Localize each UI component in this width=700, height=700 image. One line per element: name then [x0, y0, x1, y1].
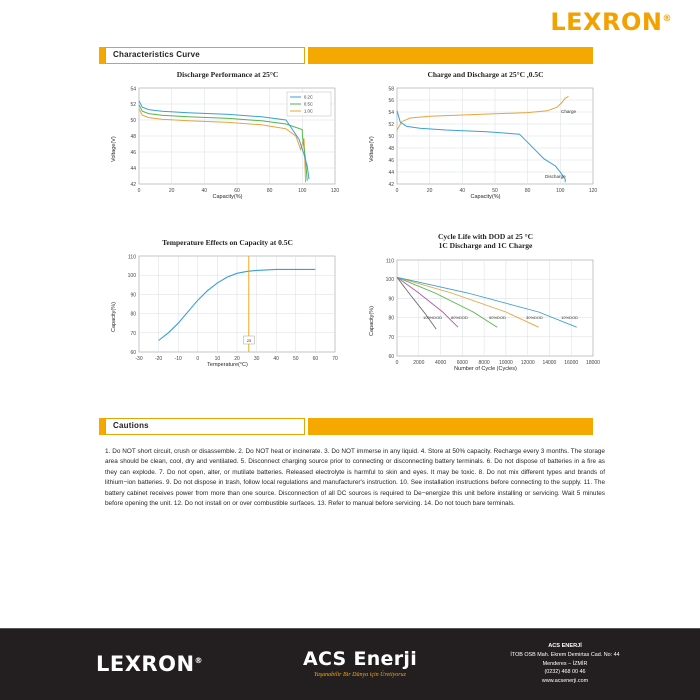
- svg-text:40: 40: [273, 356, 279, 363]
- svg-text:44: 44: [388, 170, 394, 177]
- footer-registered-trademark-icon: ®: [194, 656, 204, 665]
- svg-text:58: 58: [388, 86, 394, 93]
- svg-text:54: 54: [388, 110, 394, 117]
- svg-text:0: 0: [395, 188, 399, 195]
- chart-1-plot: [105, 82, 350, 207]
- svg-text:54: 54: [130, 86, 136, 93]
- footer-partner-name: ACS Enerji: [302, 648, 418, 670]
- svg-text:48: 48: [388, 146, 394, 153]
- characteristics-section-title: Characteristics Curve: [113, 50, 200, 59]
- svg-text:42: 42: [388, 182, 394, 189]
- svg-text:52: 52: [388, 122, 394, 129]
- svg-text:40: 40: [201, 188, 208, 195]
- svg-text:50: 50: [388, 134, 394, 141]
- chart-3-plot: [105, 250, 350, 375]
- svg-text:-20: -20: [154, 356, 163, 363]
- chart-4-label-10dod: 10%DOD: [561, 314, 578, 320]
- svg-text:90: 90: [130, 292, 136, 299]
- chart-2-label-charge: Charge: [561, 109, 577, 115]
- svg-text:70: 70: [332, 356, 338, 363]
- svg-text:80: 80: [130, 311, 136, 318]
- chart-2-plot: [363, 82, 608, 207]
- characteristics-bar-right-tab: [308, 47, 593, 64]
- svg-text:0: 0: [395, 359, 399, 366]
- chart-1-title: Discharge Performance at 25°C: [176, 70, 279, 79]
- svg-text:30: 30: [253, 356, 260, 363]
- chart-2-title: Charge and Discharge at 25°C ,0.5C: [427, 70, 544, 79]
- svg-text:0.5C: 0.5C: [304, 101, 313, 107]
- svg-text:70: 70: [130, 331, 136, 338]
- svg-text:48: 48: [130, 134, 136, 141]
- cautions-section-title: Cautions: [113, 421, 149, 430]
- svg-text:6000: 6000: [456, 359, 468, 366]
- brand-logo-lexron: [550, 8, 672, 36]
- chart-cycle-life-dod: [363, 232, 608, 392]
- footer-website[interactable]: www.acsenerji.com: [541, 677, 589, 684]
- svg-text:20: 20: [426, 188, 433, 195]
- chart-charge-discharge: [363, 70, 608, 220]
- svg-text:46: 46: [130, 150, 136, 157]
- svg-text:-10: -10: [174, 356, 182, 363]
- svg-text:0: 0: [137, 188, 141, 195]
- charts-container: [105, 70, 610, 400]
- chart-4-ylabel: Capacity(%): [369, 305, 375, 336]
- svg-text:100: 100: [298, 188, 307, 195]
- svg-text:60: 60: [234, 188, 240, 195]
- footer-address-line-1: İTOB OSB Mah. Ekrem Demirtas Cad. No: 44: [510, 651, 620, 658]
- footer-logo-text: LEXRON: [96, 652, 195, 676]
- svg-text:120: 120: [588, 188, 598, 195]
- footer-partner-logo: [285, 648, 435, 678]
- svg-text:110: 110: [386, 258, 394, 265]
- svg-text:120: 120: [330, 188, 340, 195]
- svg-text:100: 100: [556, 188, 565, 195]
- svg-text:8000: 8000: [478, 359, 490, 366]
- footer-address-line-2: Menderes − İZMİR: [542, 660, 588, 667]
- svg-text:2000: 2000: [413, 359, 425, 366]
- svg-text:16000: 16000: [564, 359, 579, 366]
- footer-phone: (0232) 468 00 46: [544, 669, 586, 676]
- footer-address-block: [470, 642, 660, 686]
- brand-header: [0, 0, 700, 42]
- svg-text:80: 80: [388, 315, 394, 322]
- chart-4-subtitle: 1C Discharge and 1C Charge: [438, 241, 533, 251]
- svg-text:70: 70: [388, 334, 394, 341]
- chart-temperature-effects: [105, 238, 350, 388]
- svg-text:46: 46: [388, 158, 394, 165]
- svg-text:-30: -30: [135, 356, 143, 363]
- svg-text:100: 100: [385, 276, 394, 283]
- chart-2-label-discharge: Discharge: [545, 174, 566, 180]
- chart-3-marker-label: 25: [246, 338, 252, 344]
- chart-3-ylabel: Capacity(%): [111, 302, 117, 333]
- svg-text:60: 60: [388, 353, 394, 360]
- chart-4-plot: [363, 254, 608, 379]
- svg-text:4000: 4000: [435, 359, 447, 366]
- svg-text:50: 50: [492, 188, 498, 195]
- footer-top-divider: [0, 628, 700, 629]
- chart-4-label-100dod: 100%DOD: [423, 314, 443, 320]
- svg-text:18000: 18000: [586, 359, 600, 366]
- svg-text:50: 50: [293, 356, 299, 363]
- chart-4-xlabel: Number of Cycle (Cycles): [454, 365, 517, 372]
- chart-1-ylabel: Voltage(V): [111, 136, 117, 163]
- cautions-text: 1. Do NOT short circuit, crush or disassemble. 2. Do NOT heat or incinerate. 3. Do NOT immerse in any liquid. 4. Store at 50% capacity. Recharge every 3 months. The storage area should be clean, cool, dry and ventilated. 5. Disconnect charging source prior to connecting or disconnecting battery terminals. 6. Do not dispose of batteries in a fire as they can explode. 7. Do not open, alter, or mutilate batteries. Released electrolyte is harmful to skin and eyes. It may be toxic. 8. Do not mix different types and brands of lithium−ion batteries. 9. Do not dispose in trash, follow local regulations and manufacturer's instruction. 10. See installation instructions before connecting to the supply. 11. The battery cabinet receives power from more than one source. Disconnection of all DC sources is required to De−energize this unit before installing or servicing. Wait 5 minutes before opening the unit. 12. Do not install on or over combustible surfaces. 13. Refer to manual before servicing. 14. Do not touch bare terminals.: [105, 448, 605, 507]
- cautions-bar-right-tab: [308, 418, 593, 435]
- svg-text:50: 50: [130, 118, 136, 125]
- brand-logo-text: LEXRON: [550, 8, 663, 36]
- svg-text:20: 20: [168, 188, 175, 195]
- cautions-section-bar: [105, 418, 305, 435]
- chart-4-label-30dod: 30%DOD: [526, 314, 543, 320]
- page-footer: [0, 628, 700, 700]
- svg-text:80: 80: [266, 188, 273, 195]
- svg-text:42: 42: [130, 182, 136, 189]
- svg-text:40: 40: [459, 188, 466, 195]
- chart-3-xlabel: Temperature(°C): [207, 362, 248, 369]
- svg-text:12000: 12000: [520, 359, 535, 366]
- svg-text:110: 110: [128, 254, 136, 261]
- registered-trademark-icon: ®: [662, 14, 672, 24]
- svg-text:10000: 10000: [498, 359, 513, 366]
- footer-company-name: ACS ENERJİ: [548, 643, 582, 649]
- svg-text:20: 20: [234, 356, 240, 363]
- chart-4-title: Cycle Life with DOD at 25 °C: [437, 232, 534, 241]
- chart-3-title: Temperature Effects on Capacity at 0.5C: [162, 238, 293, 247]
- svg-text:80: 80: [524, 188, 531, 195]
- characteristics-section-bar: [105, 47, 305, 64]
- chart-1-xlabel: Capacity(%): [212, 194, 243, 201]
- svg-text:44: 44: [130, 166, 136, 173]
- chart-2-ylabel: Voltage(V): [369, 136, 375, 163]
- svg-text:90: 90: [388, 296, 394, 303]
- footer-logo-lexron: [96, 652, 203, 676]
- chart-discharge-performance: [105, 70, 350, 220]
- footer-partner-slogan: Yaşanabilir Bir Dünya için Üretiyoruz: [314, 672, 406, 678]
- svg-text:0: 0: [196, 356, 200, 363]
- svg-text:60: 60: [130, 350, 136, 357]
- svg-text:52: 52: [130, 102, 136, 109]
- svg-text:60: 60: [312, 356, 319, 363]
- chart-4-label-50dod: 50%DOD: [489, 314, 506, 320]
- svg-text:14000: 14000: [542, 359, 557, 366]
- chart-4-label-80dod: 80%DOD: [451, 314, 468, 320]
- svg-text:56: 56: [388, 98, 394, 105]
- svg-text:100: 100: [127, 273, 136, 280]
- svg-text:10: 10: [214, 356, 221, 363]
- svg-text:0.2C: 0.2C: [304, 94, 313, 100]
- chart-1-legend: [287, 92, 331, 116]
- chart-2-xlabel: Capacity(%): [470, 194, 501, 201]
- svg-text:1.0C: 1.0C: [304, 108, 313, 114]
